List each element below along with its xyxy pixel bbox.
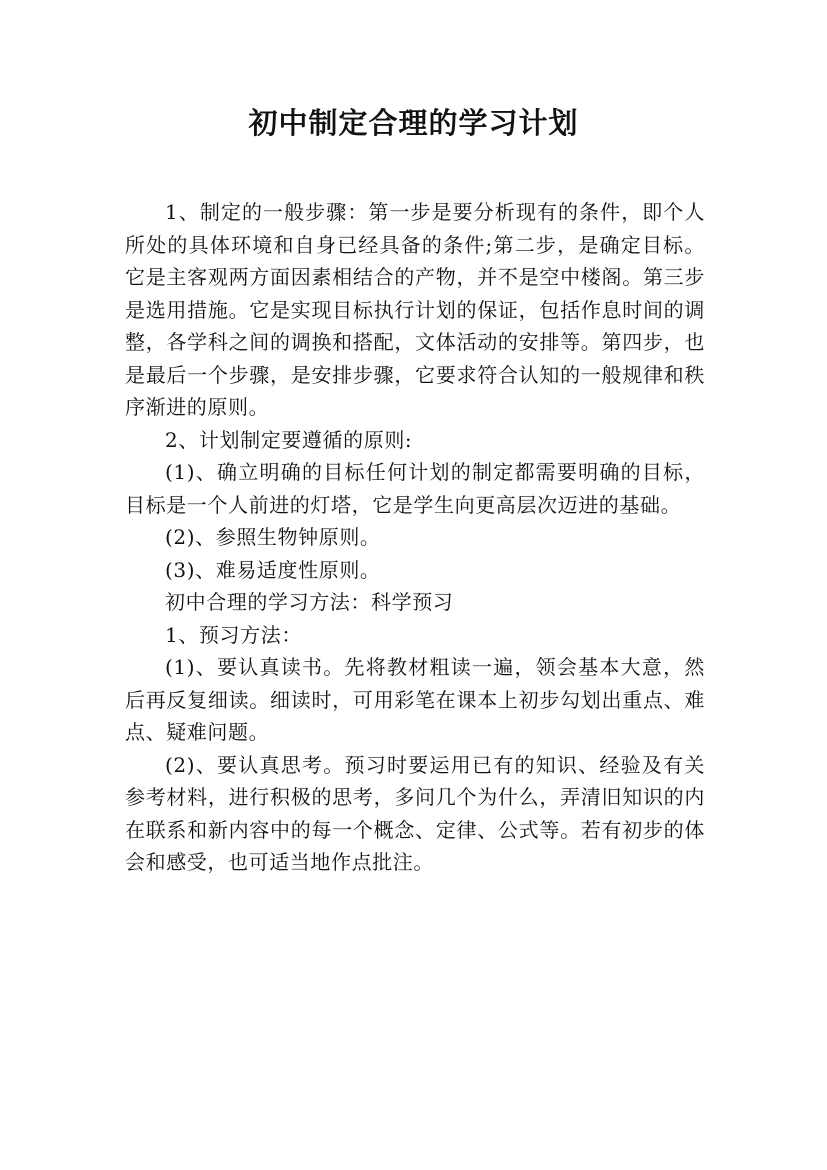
paragraph-principle-goal: (1)、确立明确的目标任何计划的制定都需要明确的目标，目标是一个人前进的灯塔，它是学生向更高层次迈进的基础。 xyxy=(125,460,705,517)
paragraph-principle-difficulty: (3)、难易适度性原则。 xyxy=(165,557,381,582)
document-body xyxy=(125,196,705,879)
paragraph-principles-heading: 2、计划制定要遵循的原则: xyxy=(165,427,413,452)
paragraph-method-thinking: (2)、要认真思考。预习时要运用已有的知识、经验及有关参考材料，进行积极的思考，多问几个为什么，弄清旧知识的内在联系和新内容中的每一个概念、定律、公式等。若有初步的体会和感受，也可适当地作点批注。 xyxy=(125,752,705,874)
document-title: 初中制定合理的学习计划 xyxy=(248,106,579,140)
paragraph-method-heading: 初中合理的学习方法：科学预习 xyxy=(165,590,454,614)
paragraph-method-reading: (1)、要认真读书。先将教材粗读一遍，领会基本大意，然后再反复细读。细读时，可用彩笔在课本上初步勾划出重点、难点、疑难问题。 xyxy=(125,655,705,744)
paragraph-preview-methods-heading: 1、预习方法： xyxy=(165,622,302,647)
paragraph-step-overview: 1、制定的一般步骤：第一步是要分析现有的条件，即个人所处的具体环境和自身已经具备的条件;第二步，是确定目标。它是主客观两方面因素相结合的产物，并不是空中楼阁。第三步是选用措施。它是实现目标执行计划的保证，包括作息时间的调整，各学科之间的调换和搭配，文体活动的安排等。第四步，也是最后一个步骤，是安排步骤，它要求符合认知的一般规律和秩序渐进的原则。 xyxy=(125,200,705,419)
paragraph-principle-biological-clock: (2)、参照生物钟原则。 xyxy=(165,525,381,549)
